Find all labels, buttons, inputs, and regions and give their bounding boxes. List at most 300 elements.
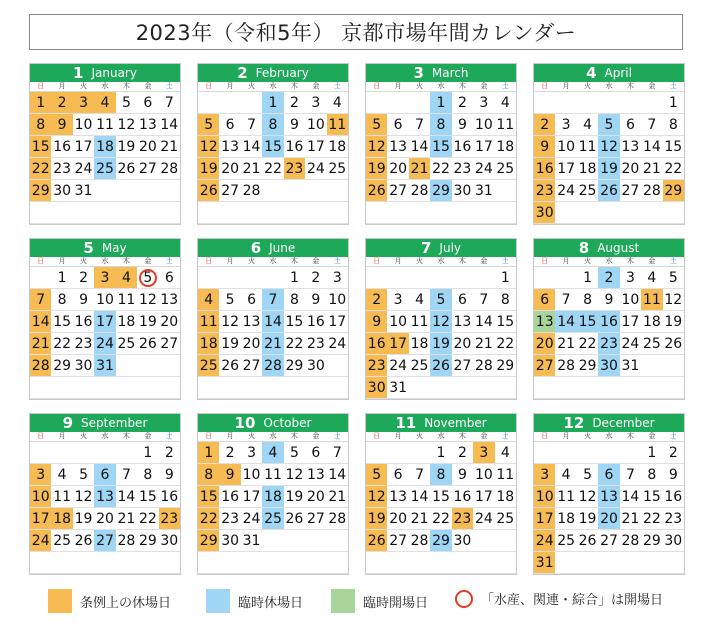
- day-cell: 17: [387, 333, 408, 355]
- weekday-label: 水: [101, 257, 109, 265]
- month-header: [198, 239, 348, 257]
- day-cell: 2: [452, 92, 473, 114]
- day-cell: 5: [284, 442, 305, 464]
- empty-cell: [366, 552, 387, 574]
- day-cell: 19: [116, 136, 137, 158]
- empty-cell: [137, 180, 158, 202]
- empty-cell: [598, 377, 619, 399]
- empty-cell: [198, 92, 219, 114]
- empty-cell: [198, 552, 219, 574]
- day-cell: 8: [262, 114, 283, 136]
- day-cell: 31: [473, 180, 494, 202]
- empty-cell: [620, 92, 641, 114]
- day-cell: 9: [284, 114, 305, 136]
- day-cell: 23: [663, 508, 684, 530]
- empty-cell: [577, 552, 598, 574]
- month-name: September: [81, 416, 148, 430]
- empty-cell: [620, 377, 641, 399]
- day-cell: 2: [219, 442, 240, 464]
- day-cell: 8: [137, 464, 158, 486]
- weekday-label: 土: [165, 82, 173, 90]
- day-cell: 29: [137, 530, 158, 552]
- empty-cell: [598, 202, 619, 224]
- month-number: 1: [73, 64, 84, 82]
- day-cell: 2: [51, 92, 72, 114]
- empty-cell: [94, 442, 115, 464]
- day-grid: [198, 442, 348, 574]
- day-cell: 27: [159, 333, 180, 355]
- legend-label: 臨時開場日: [363, 595, 429, 611]
- empty-cell: [598, 552, 619, 574]
- weekday-label: 金: [312, 257, 320, 265]
- empty-cell: [366, 92, 387, 114]
- month-april: [533, 63, 685, 225]
- day-cell: 6: [620, 114, 641, 136]
- day-cell: 30: [598, 355, 619, 377]
- day-cell: 10: [555, 136, 576, 158]
- day-cell: 17: [620, 311, 641, 333]
- day-cell: 27: [387, 180, 408, 202]
- day-cell: 18: [577, 158, 598, 180]
- month-header: [366, 414, 516, 432]
- day-cell: 16: [452, 486, 473, 508]
- day-cell: 13: [452, 311, 473, 333]
- day-cell: 17: [555, 158, 576, 180]
- day-cell: 26: [137, 333, 158, 355]
- weekday-label: 水: [269, 82, 277, 90]
- day-cell: 28: [473, 355, 494, 377]
- empty-cell: [73, 377, 94, 399]
- day-cell: 9: [73, 289, 94, 311]
- empty-cell: [51, 377, 72, 399]
- day-cell: 28: [262, 355, 283, 377]
- day-cell: 5: [198, 114, 219, 136]
- empty-cell: [198, 267, 219, 289]
- weekday-label: 木: [122, 432, 130, 440]
- day-cell: 22: [663, 158, 684, 180]
- day-cell: 18: [555, 508, 576, 530]
- day-grid: [198, 92, 348, 224]
- day-cell: 30: [73, 355, 94, 377]
- day-cell: 1: [430, 92, 451, 114]
- day-cell: 20: [219, 158, 240, 180]
- weekday-label: 火: [80, 432, 88, 440]
- day-cell: 4: [577, 114, 598, 136]
- day-cell: 12: [366, 136, 387, 158]
- weekday-label: 土: [165, 257, 173, 265]
- weekday-label: 月: [394, 82, 402, 90]
- day-cell: 23: [598, 333, 619, 355]
- day-cell: 26: [366, 530, 387, 552]
- month-header: [198, 64, 348, 82]
- weekday-label: 土: [669, 432, 677, 440]
- day-cell: 27: [452, 355, 473, 377]
- day-cell: 29: [430, 530, 451, 552]
- day-cell: 29: [430, 180, 451, 202]
- empty-cell: [30, 267, 51, 289]
- day-cell: 23: [452, 508, 473, 530]
- empty-cell: [366, 267, 387, 289]
- day-cell: 27: [620, 180, 641, 202]
- empty-cell: [387, 202, 408, 224]
- day-cell: 29: [577, 355, 598, 377]
- day-cell: 5: [73, 464, 94, 486]
- day-cell: 26: [198, 180, 219, 202]
- day-cell: 10: [73, 114, 94, 136]
- empty-cell: [284, 202, 305, 224]
- month-header: [366, 64, 516, 82]
- day-cell: 6: [305, 442, 326, 464]
- empty-cell: [387, 92, 408, 114]
- weekday-label: 日: [205, 82, 213, 90]
- day-cell: 22: [641, 508, 662, 530]
- day-cell: 8: [198, 464, 219, 486]
- day-cell: 6: [452, 289, 473, 311]
- day-cell: 10: [473, 464, 494, 486]
- day-cell: 1: [641, 442, 662, 464]
- day-cell: 3: [473, 442, 494, 464]
- day-cell: 5: [598, 114, 619, 136]
- weekday-label: 土: [501, 257, 509, 265]
- day-cell: 26: [219, 355, 240, 377]
- day-cell: 27: [94, 530, 115, 552]
- weekday-label: 木: [290, 432, 298, 440]
- day-cell: 8: [495, 289, 516, 311]
- day-cell: 18: [495, 136, 516, 158]
- day-cell: 25: [198, 355, 219, 377]
- day-cell: 12: [137, 289, 158, 311]
- empty-cell: [534, 442, 555, 464]
- day-cell: 20: [159, 311, 180, 333]
- day-cell: 20: [598, 508, 619, 530]
- day-cell: 15: [51, 311, 72, 333]
- month-august: [533, 238, 685, 400]
- empty-cell: [51, 442, 72, 464]
- month-number: 11: [395, 414, 417, 432]
- day-cell: 4: [495, 442, 516, 464]
- weekday-label: 水: [605, 82, 613, 90]
- day-cell: 21: [620, 508, 641, 530]
- day-cell: 25: [555, 530, 576, 552]
- weekday-label: 土: [165, 432, 173, 440]
- day-cell: 27: [305, 508, 326, 530]
- empty-cell: [284, 552, 305, 574]
- legend-item-temporary-holiday: [206, 589, 303, 613]
- day-cell: 27: [219, 180, 240, 202]
- day-cell: 2: [534, 114, 555, 136]
- empty-cell: [641, 377, 662, 399]
- day-cell: 22: [495, 333, 516, 355]
- day-cell: 9: [452, 464, 473, 486]
- day-cell: 28: [116, 530, 137, 552]
- day-cell: 8: [430, 464, 451, 486]
- empty-cell: [555, 377, 576, 399]
- empty-cell: [116, 180, 137, 202]
- month-number: 10: [234, 414, 256, 432]
- day-cell: 14: [409, 486, 430, 508]
- day-cell: 7: [409, 114, 430, 136]
- empty-cell: [577, 377, 598, 399]
- weekday-row: [30, 257, 180, 267]
- weekday-label: 月: [226, 432, 234, 440]
- day-cell: 20: [94, 508, 115, 530]
- day-cell: 7: [555, 289, 576, 311]
- empty-cell: [327, 355, 348, 377]
- day-cell: 5: [430, 289, 451, 311]
- month-name: August: [597, 241, 640, 255]
- day-cell: 3: [73, 92, 94, 114]
- empty-cell: [327, 202, 348, 224]
- weekday-label: 火: [248, 257, 256, 265]
- empty-cell: [387, 442, 408, 464]
- weekday-label: 水: [605, 257, 613, 265]
- day-cell: 25: [495, 158, 516, 180]
- weekday-label: 土: [669, 82, 677, 90]
- day-cell: 19: [577, 508, 598, 530]
- day-cell: 25: [116, 333, 137, 355]
- weekday-label: 土: [333, 257, 341, 265]
- day-cell: 24: [473, 508, 494, 530]
- empty-cell: [555, 442, 576, 464]
- day-cell: 25: [641, 333, 662, 355]
- day-cell: 19: [598, 158, 619, 180]
- weekday-label: 金: [144, 432, 152, 440]
- day-cell: 29: [198, 530, 219, 552]
- weekday-label: 火: [416, 82, 424, 90]
- empty-cell: [159, 552, 180, 574]
- day-cell: 3: [387, 289, 408, 311]
- empty-cell: [495, 377, 516, 399]
- day-cell: 3: [534, 464, 555, 486]
- month-number: 4: [586, 64, 597, 82]
- day-cell: 8: [430, 114, 451, 136]
- month-june: [197, 238, 349, 400]
- day-cell: 13: [620, 136, 641, 158]
- day-cell: 7: [409, 464, 430, 486]
- day-cell: 13: [137, 114, 158, 136]
- day-cell: 27: [387, 530, 408, 552]
- empty-cell: [495, 180, 516, 202]
- weekday-label: 火: [584, 432, 592, 440]
- empty-cell: [219, 92, 240, 114]
- day-cell: 17: [473, 136, 494, 158]
- empty-cell: [473, 552, 494, 574]
- empty-cell: [30, 442, 51, 464]
- empty-cell: [30, 202, 51, 224]
- day-cell: 14: [473, 311, 494, 333]
- day-cell: 23: [305, 333, 326, 355]
- day-cell: 30: [366, 377, 387, 399]
- weekday-label: 木: [626, 82, 634, 90]
- day-cell: 26: [116, 158, 137, 180]
- day-cell: 10: [387, 311, 408, 333]
- empty-cell: [430, 202, 451, 224]
- day-cell: 24: [620, 333, 641, 355]
- day-cell: 5: [366, 114, 387, 136]
- empty-cell: [555, 92, 576, 114]
- empty-cell: [495, 552, 516, 574]
- day-grid: [366, 442, 516, 574]
- day-cell: 17: [241, 486, 262, 508]
- day-cell: 13: [241, 311, 262, 333]
- day-cell: 4: [116, 267, 137, 289]
- empty-cell: [198, 377, 219, 399]
- day-cell: 20: [387, 158, 408, 180]
- empty-cell: [219, 202, 240, 224]
- day-cell: 15: [430, 486, 451, 508]
- empty-cell: [534, 267, 555, 289]
- day-cell: 23: [73, 333, 94, 355]
- day-cell: 1: [30, 92, 51, 114]
- weekday-label: 金: [480, 432, 488, 440]
- day-cell: 14: [241, 136, 262, 158]
- weekday-label: 木: [122, 257, 130, 265]
- day-cell: 15: [495, 311, 516, 333]
- day-cell: 6: [159, 267, 180, 289]
- weekday-label: 火: [416, 257, 424, 265]
- empty-cell: [641, 552, 662, 574]
- day-cell: 5: [219, 289, 240, 311]
- day-cell: 11: [116, 289, 137, 311]
- day-cell: 21: [409, 158, 430, 180]
- weekday-row: [198, 257, 348, 267]
- day-cell: 13: [534, 311, 555, 333]
- weekday-label: 月: [562, 82, 570, 90]
- empty-cell: [620, 442, 641, 464]
- empty-cell: [262, 202, 283, 224]
- day-cell: 21: [409, 508, 430, 530]
- empty-cell: [284, 530, 305, 552]
- month-february: [197, 63, 349, 225]
- weekday-label: 水: [269, 432, 277, 440]
- page-title: 2023年（令和5年） 京都市場年間カレンダー: [29, 14, 683, 50]
- weekday-label: 日: [541, 82, 549, 90]
- day-cell: 21: [327, 486, 348, 508]
- day-cell: 24: [473, 158, 494, 180]
- weekday-label: 日: [541, 432, 549, 440]
- empty-cell: [262, 267, 283, 289]
- day-cell: 27: [534, 355, 555, 377]
- day-cell: 11: [641, 289, 662, 311]
- weekday-label: 土: [333, 432, 341, 440]
- day-cell: 16: [534, 158, 555, 180]
- empty-cell: [555, 202, 576, 224]
- day-cell: 10: [94, 289, 115, 311]
- day-cell: 1: [284, 267, 305, 289]
- empty-cell: [305, 377, 326, 399]
- empty-cell: [620, 552, 641, 574]
- blue-swatch: [206, 589, 230, 613]
- weekday-label: 水: [101, 432, 109, 440]
- day-cell: 31: [241, 530, 262, 552]
- empty-cell: [473, 267, 494, 289]
- empty-cell: [430, 552, 451, 574]
- weekday-label: 水: [437, 257, 445, 265]
- day-cell: 1: [577, 267, 598, 289]
- empty-cell: [219, 552, 240, 574]
- empty-cell: [94, 202, 115, 224]
- weekday-label: 水: [437, 432, 445, 440]
- day-cell: 11: [51, 486, 72, 508]
- empty-cell: [137, 355, 158, 377]
- weekday-label: 日: [37, 82, 45, 90]
- month-may: [29, 238, 181, 400]
- weekday-label: 日: [205, 432, 213, 440]
- day-cell: 8: [663, 114, 684, 136]
- empty-cell: [452, 552, 473, 574]
- weekday-label: 火: [80, 257, 88, 265]
- weekday-row: [366, 82, 516, 92]
- day-cell: 4: [641, 267, 662, 289]
- day-cell: 18: [51, 508, 72, 530]
- day-cell: 2: [305, 267, 326, 289]
- weekday-label: 日: [205, 257, 213, 265]
- legend: [0, 589, 713, 613]
- empty-cell: [452, 202, 473, 224]
- day-cell: 14: [159, 114, 180, 136]
- day-cell: 31: [534, 552, 555, 574]
- day-cell: 30: [663, 530, 684, 552]
- month-header: [30, 414, 180, 432]
- empty-cell: [94, 377, 115, 399]
- day-cell: 12: [116, 114, 137, 136]
- day-cell: 21: [641, 158, 662, 180]
- day-cell: 20: [534, 333, 555, 355]
- day-cell: 6: [387, 114, 408, 136]
- day-cell: 3: [620, 267, 641, 289]
- month-number: 5: [83, 239, 94, 257]
- empty-cell: [116, 552, 137, 574]
- weekday-label: 火: [584, 257, 592, 265]
- day-cell: 30: [534, 202, 555, 224]
- day-cell: 11: [327, 114, 348, 136]
- day-cell: 12: [284, 464, 305, 486]
- month-number: 9: [62, 414, 74, 432]
- legend-item-open-day: [455, 589, 663, 608]
- day-cell: 18: [262, 486, 283, 508]
- day-cell: 19: [430, 333, 451, 355]
- empty-cell: [73, 202, 94, 224]
- empty-cell: [534, 92, 555, 114]
- month-header: [534, 239, 684, 257]
- empty-cell: [159, 355, 180, 377]
- month-name: October: [263, 416, 312, 430]
- day-cell: 14: [262, 311, 283, 333]
- empty-cell: [663, 355, 684, 377]
- month-number: 7: [420, 239, 432, 257]
- day-cell: 10: [620, 289, 641, 311]
- day-cell: 17: [534, 508, 555, 530]
- day-cell: 7: [159, 92, 180, 114]
- empty-cell: [598, 92, 619, 114]
- day-cell: 12: [430, 311, 451, 333]
- legend-item-temporary-open: [331, 589, 428, 613]
- empty-cell: [159, 202, 180, 224]
- day-cell: 21: [555, 333, 576, 355]
- month-september: [29, 413, 181, 575]
- empty-cell: [51, 202, 72, 224]
- day-cell: 16: [452, 136, 473, 158]
- empty-cell: [409, 377, 430, 399]
- empty-cell: [495, 530, 516, 552]
- empty-cell: [641, 92, 662, 114]
- empty-cell: [30, 552, 51, 574]
- empty-cell: [262, 377, 283, 399]
- day-cell: 28: [555, 355, 576, 377]
- day-cell: 26: [366, 180, 387, 202]
- month-march: [365, 63, 517, 225]
- empty-cell: [327, 552, 348, 574]
